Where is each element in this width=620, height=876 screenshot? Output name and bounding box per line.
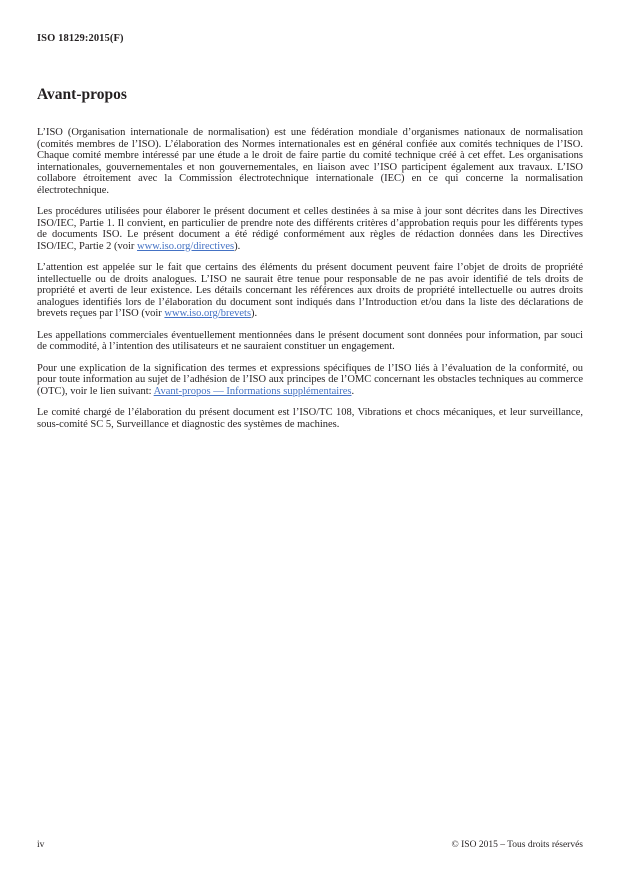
paragraph-patent-rights (37, 262, 583, 320)
link-foreword-supplementary-info[interactable]: Avant-propos — Informations supplémentaires (153, 385, 352, 397)
paragraph-text: ). (251, 308, 258, 319)
paragraph-text: Pour une explication de la signification des termes et expressions spécifiques de l’ISO liés à l’évaluation de la conformité, ou pour toute information au sujet de l’adhésion de l’ISO aux principes de l’OMC concernant les obstacles techniques au commerce (OTC), voir le lien suivant: (37, 362, 583, 397)
paragraph-wto-otc (37, 363, 583, 398)
document-reference: ISO 18129:2015(F) (37, 33, 124, 44)
paragraph-trade-names: Les appellations commerciales éventuellement mentionnées dans le présent document sont données pour information, par souci de commodité, à l’intention des utilisateurs et ne sauraient constituer un engagement. (37, 329, 583, 352)
paragraph-text: . (351, 385, 355, 397)
paragraph-iso-intro: L’ISO (Organisation internationale de normalisation) est une fédération mondiale d’organismes nationaux de normalisation (comités membres de l’ISO). L’élaboration des Normes internationales est en général confiée aux comités techniques de l’ISO. Chaque comité membre intéressé par une étude a le droit de faire partie du comité technique créé à cet effet. Les organisations internationales, gouvernementales et non gouvernementales, en liaison avec l’ISO participent également aux travaux. L’ISO collabore étroitement avec la Commission électrotechnique internationale (IEC) en ce qui concerne la normalisation électrotechnique. (37, 127, 583, 196)
page-number: iv (37, 840, 45, 850)
link-iso-brevets[interactable]: www.iso.org/brevets (164, 308, 252, 319)
copyright-notice: © ISO 2015 – Tous droits réservés (451, 840, 583, 850)
paragraph-committee: Le comité chargé de l’élaboration du présent document est l’ISO/TC 108, Vibrations et chocs mécaniques, et leur surveillance, sous-comité SC 5, Surveillance et diagnostic des systèmes de machines. (37, 407, 583, 430)
paragraph-text: L’attention est appelée sur le fait que certains des éléments du présent document peuvent faire l’objet de droits de propriété intellectuelle ou de droits analogues. L’ISO ne saurait être tenue pour responsable de ne pas avoir identifié de tels droits de propriété et averti de leur existence. Les détails concernant les références aux droits de propriété intellectuelle ou autres droits analogues identifiés lors de l’élaboration du document sont indiqués dans l’Introduction et/ou dans la liste des déclarations de brevets reçues par l’ISO (voir (37, 262, 583, 319)
page-content (37, 0, 583, 430)
paragraph-procedures (37, 206, 583, 252)
paragraph-text: ). (234, 240, 241, 252)
page-footer (37, 840, 583, 850)
section-title: Avant-propos (37, 86, 127, 103)
paragraph-text: Les procédures utilisées pour élaborer le présent document et celles destinées à sa mise à jour sont décrites dans les Directives ISO/IEC, Partie 1. Il convient, en particulier de prendre note des différents critères d’approbation requis pour les différents types de documents ISO. Le présent document a été rédigé conformément aux règles de rédaction données dans les Directives ISO/IEC, Partie 2 (voir (37, 206, 583, 252)
link-iso-directives[interactable]: www.iso.org/directives (137, 240, 235, 252)
